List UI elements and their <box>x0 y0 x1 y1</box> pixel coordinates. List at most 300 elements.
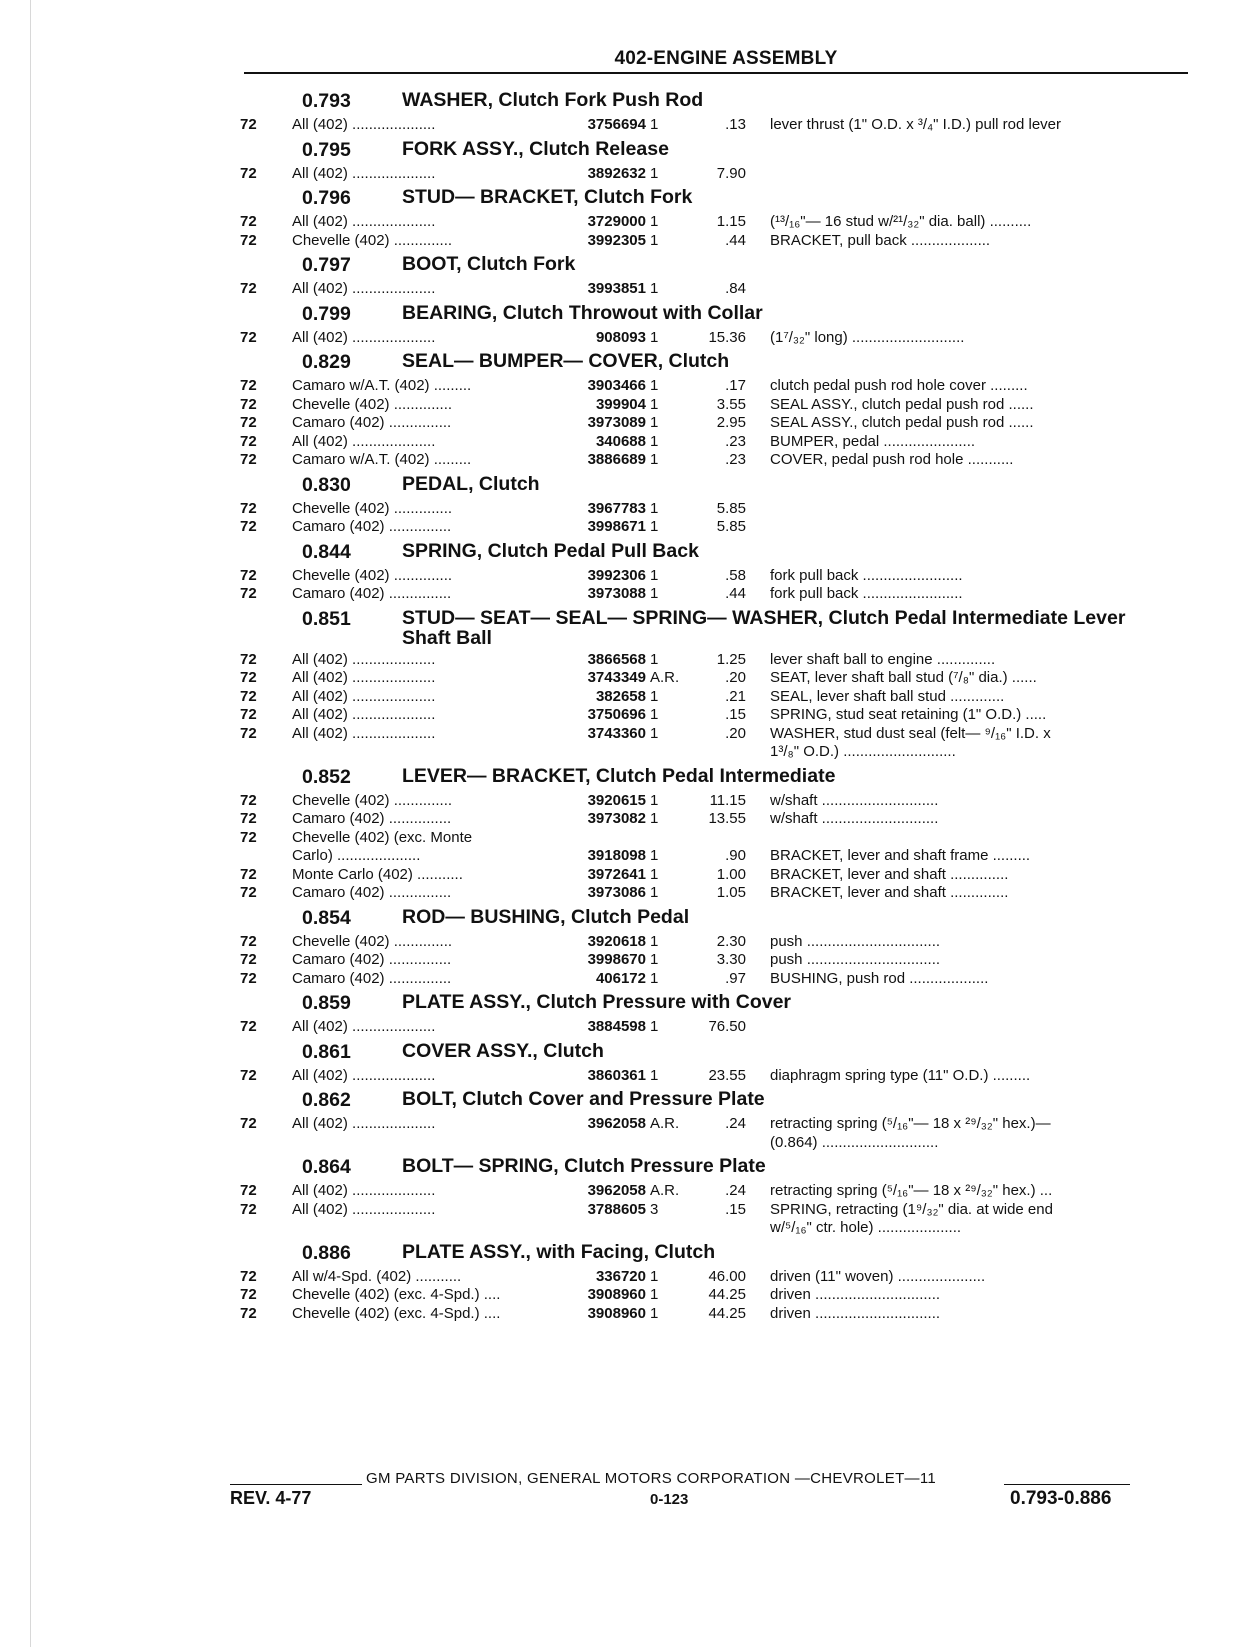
model-cell: All (402) .................... <box>292 116 436 133</box>
group-number: 0.862 <box>302 1089 351 1111</box>
part-number-cell: 3908960 <box>587 1304 646 1322</box>
description-cell: driven (11" woven) ..................... <box>770 1267 986 1285</box>
year-cell: 72 <box>240 432 257 450</box>
group-number: 0.852 <box>302 765 351 788</box>
quantity-cell: 1 <box>650 810 659 827</box>
table-row <box>240 451 1190 470</box>
price-cell: 15.36 <box>708 328 746 346</box>
part-number-cell: 399904 <box>595 395 646 413</box>
year-cell: 72 <box>240 280 257 297</box>
price-cell: .24 <box>725 1182 746 1199</box>
description-cell: fork pull back ........................ <box>770 585 963 602</box>
price-cell: .44 <box>725 231 746 249</box>
quantity-cell: 1 <box>650 706 659 723</box>
quantity-cell: 1 <box>650 951 659 968</box>
group-number: 0.829 <box>302 351 351 373</box>
part-group <box>240 254 1190 299</box>
table-row <box>240 1115 1190 1134</box>
binding-margin-line <box>30 0 31 1647</box>
model-cell: All (402) .................... <box>292 432 436 450</box>
year-cell: 72 <box>240 865 257 883</box>
footer-rule-left <box>230 1484 362 1485</box>
part-number-cell: 3743360 <box>587 724 646 742</box>
quantity-cell: 1 <box>650 865 659 883</box>
group-number: 0.844 <box>302 540 351 563</box>
group-header <box>240 1089 1190 1112</box>
model-cell: All (402) .................... <box>292 1066 436 1084</box>
quantity-cell: 1 <box>650 724 659 742</box>
year-cell: 72 <box>240 1267 257 1285</box>
group-header <box>240 303 1190 326</box>
model-cell: Camaro (402) ............... <box>292 951 452 968</box>
table-row <box>240 500 1190 519</box>
description-cell: SPRING, stud seat retaining (1" O.D.) ..... <box>770 706 1047 723</box>
quantity-cell: 1 <box>650 969 659 987</box>
group-title: PLATE ASSY., with Facing, Clutch <box>402 1240 716 1263</box>
quantity-cell: 1 <box>650 687 659 705</box>
description-cell: (0.864) ............................ <box>770 1133 939 1151</box>
part-number-cell: 3998670 <box>587 951 646 968</box>
table-row <box>240 1182 1190 1201</box>
quantity-cell: 1 <box>650 1304 659 1322</box>
group-header <box>240 1041 1190 1064</box>
price-cell: .15 <box>725 706 746 723</box>
description-cell: WASHER, stud dust seal (felt— ⁹/₁₆" I.D. x <box>770 724 1051 742</box>
part-group <box>240 303 1190 348</box>
price-cell: .97 <box>725 969 746 987</box>
table-row <box>240 933 1190 952</box>
model-cell: All (402) .................... <box>292 328 436 346</box>
model-cell: Chevelle (402) .............. <box>292 566 453 584</box>
table-row <box>240 1067 1190 1086</box>
part-group <box>240 351 1190 470</box>
footer-page-number: 0-123 <box>650 1491 689 1508</box>
year-cell: 72 <box>240 706 257 723</box>
description-cell: push ................................ <box>770 951 941 968</box>
price-cell: 2.95 <box>716 414 746 431</box>
part-number-cell: 3866568 <box>587 650 646 668</box>
model-cell: All (402) .................... <box>292 724 436 742</box>
year-cell: 72 <box>240 669 257 686</box>
quantity-cell: 1 <box>650 518 659 535</box>
table-row <box>240 232 1190 251</box>
group-title: WASHER, Clutch Fork Push Rod <box>402 89 704 111</box>
year-cell: 72 <box>240 1182 257 1199</box>
quantity-cell: 1 <box>650 328 659 346</box>
group-number: 0.793 <box>302 90 351 112</box>
price-cell: .20 <box>725 669 746 686</box>
description-cell: (1⁷/₃₂" long) ........................... <box>770 328 965 346</box>
model-cell: All (402) .................... <box>292 1115 436 1132</box>
description-cell: driven .............................. <box>770 1286 941 1303</box>
footer-publisher: GM PARTS DIVISION, GENERAL MOTORS CORPORATION —CHEVROLET—11 <box>366 1470 937 1487</box>
group-title: BOLT, Clutch Cover and Pressure Plate <box>402 1088 765 1110</box>
price-cell: 2.30 <box>716 932 746 950</box>
group-title: BOLT— SPRING, Clutch Pressure Plate <box>402 1155 766 1177</box>
part-number-cell: 3860361 <box>587 1066 646 1084</box>
group-title: COVER ASSY., Clutch <box>402 1039 604 1062</box>
part-number-cell: 3743349 <box>587 669 646 686</box>
model-cell: Camaro w/A.T. (402) ......... <box>292 451 472 468</box>
group-number: 0.799 <box>302 302 351 325</box>
table-row <box>240 810 1190 829</box>
table-row <box>240 329 1190 348</box>
table-row <box>240 866 1190 885</box>
year-cell: 72 <box>240 810 257 827</box>
price-cell: 3.55 <box>716 395 746 413</box>
year-cell: 72 <box>240 377 257 394</box>
part-group <box>240 608 1190 762</box>
description-cell: SEAT, lever shaft ball stud (⁷/₈" dia.) ...... <box>770 669 1037 686</box>
price-cell: .90 <box>725 847 746 864</box>
year-cell: 72 <box>240 566 257 584</box>
part-group <box>240 992 1190 1037</box>
quantity-cell: 1 <box>650 377 659 394</box>
group-number: 0.830 <box>302 473 351 496</box>
year-cell: 72 <box>240 414 257 431</box>
part-group <box>240 139 1190 184</box>
quantity-cell: 1 <box>650 414 659 431</box>
part-group <box>240 1242 1190 1324</box>
year-cell: 72 <box>240 1304 257 1322</box>
part-group <box>240 907 1190 989</box>
part-number-cell: 3756694 <box>587 116 646 133</box>
price-cell: .23 <box>725 451 746 468</box>
table-row <box>240 1305 1190 1324</box>
title-rule <box>244 72 1188 74</box>
group-number: 0.796 <box>302 187 351 209</box>
price-cell: 1.00 <box>716 865 746 883</box>
quantity-cell: 1 <box>650 566 659 584</box>
group-title: ROD— BUSHING, Clutch Pedal <box>402 905 690 928</box>
part-number-cell: 336720 <box>595 1267 646 1285</box>
description-cell: w/shaft ............................ <box>770 791 939 809</box>
part-number-cell: 3998671 <box>587 518 646 535</box>
table-row <box>240 792 1190 811</box>
quantity-cell: 1 <box>650 499 659 517</box>
group-header <box>240 1242 1190 1265</box>
model-cell: Camaro (402) ............... <box>292 518 452 535</box>
group-title: STUD— SEAT— SEAL— SPRING— WASHER, Clutch Pedal Intermediate Lever Shaft Ball <box>402 606 1126 649</box>
group-header <box>240 907 1190 930</box>
table-row <box>240 1268 1190 1287</box>
year-cell: 72 <box>240 687 257 705</box>
description-cell: lever thrust (1" O.D. x ³/₄" I.D.) pull rod lever <box>770 116 1062 133</box>
table-row <box>240 725 1190 744</box>
description-cell: diaphragm spring type (11" O.D.) ......... <box>770 1066 1031 1084</box>
model-cell: Camaro (402) ............... <box>292 585 452 602</box>
model-cell: Chevelle (402) .............. <box>292 791 453 809</box>
year-cell: 72 <box>240 724 257 742</box>
part-number-cell: 3903466 <box>587 377 646 394</box>
description-cell: SEAL ASSY., clutch pedal push rod ...... <box>770 395 1034 413</box>
table-row <box>240 743 1190 762</box>
part-number-cell: 3973082 <box>587 810 646 827</box>
group-header <box>240 474 1190 497</box>
description-cell: BRACKET, lever and shaft .............. <box>770 865 1009 883</box>
part-number-cell: 3920615 <box>587 791 646 809</box>
table-row <box>240 706 1190 725</box>
group-header <box>240 351 1190 374</box>
group-number: 0.795 <box>302 138 351 161</box>
part-number-cell: 382658 <box>595 687 646 705</box>
group-title: STUD— BRACKET, Clutch Fork <box>402 186 693 208</box>
description-cell: w/shaft ............................ <box>770 810 939 827</box>
year-cell: 72 <box>240 969 257 987</box>
quantity-cell: 1 <box>650 1267 659 1285</box>
model-cell: Chevelle (402) .............. <box>292 231 453 249</box>
description-cell: retracting spring (⁵/₁₆"— 18 x ²⁹/₃₂" hex.)— <box>770 1115 1051 1132</box>
model-cell: Chevelle (402) .............. <box>292 932 453 950</box>
model-cell: Camaro (402) ............... <box>292 884 452 901</box>
year-cell: 72 <box>240 650 257 668</box>
group-title: BOOT, Clutch Fork <box>402 253 576 275</box>
part-group <box>240 1041 1190 1086</box>
year-cell: 72 <box>240 164 257 182</box>
table-row <box>240 585 1190 604</box>
price-cell: 13.55 <box>708 810 746 827</box>
quantity-cell: 1 <box>650 213 659 230</box>
quantity-cell: 1 <box>650 650 659 668</box>
table-row <box>240 1219 1190 1238</box>
group-header <box>240 992 1190 1015</box>
footer-range: 0.793-0.886 <box>1010 1488 1112 1509</box>
year-cell: 72 <box>240 213 257 230</box>
table-row <box>240 165 1190 184</box>
part-group <box>240 541 1190 604</box>
part-group <box>240 90 1190 135</box>
table-row <box>240 1286 1190 1305</box>
part-number-cell: 3750696 <box>587 706 646 723</box>
year-cell: 72 <box>240 499 257 517</box>
group-number: 0.861 <box>302 1040 351 1063</box>
group-title: LEVER— BRACKET, Clutch Pedal Intermediate <box>402 764 836 787</box>
part-number-cell: 3884598 <box>587 1018 646 1035</box>
group-title: BEARING, Clutch Throwout with Collar <box>402 301 763 324</box>
group-number: 0.886 <box>302 1241 351 1264</box>
year-cell: 72 <box>240 1018 257 1035</box>
price-cell: .13 <box>725 116 746 133</box>
quantity-cell: 1 <box>650 1066 659 1084</box>
table-row <box>240 213 1190 232</box>
group-header <box>240 254 1190 277</box>
part-number-cell: 3920618 <box>587 932 646 950</box>
part-group <box>240 766 1190 903</box>
price-cell: 3.30 <box>716 951 746 968</box>
parts-list <box>240 86 1190 1323</box>
description-cell: fork pull back ........................ <box>770 566 963 584</box>
price-cell: .21 <box>725 687 746 705</box>
price-cell: 5.85 <box>716 499 746 517</box>
model-cell: All (402) .................... <box>292 164 436 182</box>
model-cell: Camaro (402) ............... <box>292 414 452 431</box>
table-row <box>240 829 1190 848</box>
price-cell: .15 <box>725 1200 746 1218</box>
year-cell: 72 <box>240 884 257 901</box>
page-title: 402-ENGINE ASSEMBLY <box>614 48 838 69</box>
model-cell: Camaro w/A.T. (402) ......... <box>292 377 472 394</box>
group-title: SEAL— BUMPER— COVER, Clutch <box>402 350 730 372</box>
description-cell: BUMPER, pedal ...................... <box>770 432 976 450</box>
quantity-cell: 1 <box>650 585 659 602</box>
group-number: 0.864 <box>302 1156 351 1178</box>
part-number-cell: 3973089 <box>587 414 646 431</box>
table-row <box>240 688 1190 707</box>
table-row <box>240 116 1190 135</box>
group-header <box>240 541 1190 564</box>
price-cell: 7.90 <box>716 164 746 182</box>
model-cell: Chevelle (402) (exc. Monte <box>292 828 473 846</box>
description-cell: SEAL, lever shaft ball stud ............. <box>770 687 1005 705</box>
part-group <box>240 1089 1190 1152</box>
description-cell: BRACKET, pull back ................... <box>770 231 991 249</box>
model-cell: Camaro (402) ............... <box>292 969 452 987</box>
year-cell: 72 <box>240 828 257 846</box>
model-cell: All (402) .................... <box>292 650 436 668</box>
price-cell: .23 <box>725 432 746 450</box>
table-row <box>240 884 1190 903</box>
part-group <box>240 187 1190 250</box>
group-number: 0.854 <box>302 906 351 929</box>
part-number-cell: 3886689 <box>587 451 646 468</box>
quantity-cell: 1 <box>650 395 659 413</box>
group-number: 0.797 <box>302 254 351 276</box>
price-cell: .84 <box>725 280 746 297</box>
description-cell: BUSHING, push rod ................... <box>770 969 989 987</box>
part-number-cell: 3973088 <box>587 585 646 602</box>
year-cell: 72 <box>240 518 257 535</box>
group-title: PLATE ASSY., Clutch Pressure with Cover <box>402 991 792 1013</box>
year-cell: 72 <box>240 1200 257 1218</box>
model-cell: All (402) .................... <box>292 706 436 723</box>
model-cell: All (402) .................... <box>292 1200 436 1218</box>
part-number-cell: 340688 <box>595 432 646 450</box>
description-cell: retracting spring (⁵/₁₆"— 18 x ²⁹/₃₂" hex.) ... <box>770 1182 1053 1199</box>
price-cell: .44 <box>725 585 746 602</box>
quantity-cell: 1 <box>650 164 659 182</box>
model-cell: Chevelle (402) (exc. 4-Spd.) .... <box>292 1304 501 1322</box>
part-group <box>240 1156 1190 1238</box>
table-row <box>240 951 1190 970</box>
model-cell: All (402) .................... <box>292 280 436 297</box>
part-number-cell: 3962058 <box>587 1182 646 1199</box>
part-number-cell: 3993851 <box>587 280 646 297</box>
description-cell: w/⁵/₁₆" ctr. hole) .................... <box>770 1219 962 1236</box>
part-group <box>240 474 1190 537</box>
model-cell: Chevelle (402) .............. <box>292 499 453 517</box>
quantity-cell: A.R. <box>650 1182 680 1199</box>
description-cell: SPRING, retracting (1⁹/₃₂" dia. at wide end <box>770 1200 1053 1218</box>
year-cell: 72 <box>240 231 257 249</box>
price-cell: 1.05 <box>716 884 746 901</box>
model-cell: Monte Carlo (402) ........... <box>292 865 463 883</box>
description-cell: lever shaft ball to engine .............. <box>770 650 996 668</box>
price-cell: 44.25 <box>708 1286 746 1303</box>
model-cell: All (402) .................... <box>292 1182 436 1199</box>
year-cell: 72 <box>240 1115 257 1132</box>
description-cell: COVER, pedal push rod hole ........... <box>770 451 1014 468</box>
quantity-cell: 1 <box>650 1286 659 1303</box>
price-cell: .20 <box>725 724 746 742</box>
price-cell: 1.15 <box>716 213 746 230</box>
quantity-cell: 1 <box>650 116 659 133</box>
part-number-cell: 3967783 <box>587 499 646 517</box>
price-cell: .58 <box>725 566 746 584</box>
group-number: 0.851 <box>302 607 351 630</box>
table-row <box>240 847 1190 866</box>
model-cell: Camaro (402) ............... <box>292 810 452 827</box>
table-row <box>240 1134 1190 1153</box>
table-row <box>240 1018 1190 1037</box>
quantity-cell: 1 <box>650 280 659 297</box>
group-header <box>240 90 1190 113</box>
year-cell: 72 <box>240 1286 257 1303</box>
year-cell: 72 <box>240 791 257 809</box>
footer-rule-right <box>1004 1484 1130 1485</box>
price-cell: 11.15 <box>709 791 746 809</box>
model-cell: All (402) .................... <box>292 213 436 230</box>
quantity-cell: 1 <box>650 884 659 901</box>
quantity-cell: 1 <box>650 847 659 864</box>
part-number-cell: 3992306 <box>587 566 646 584</box>
description-cell: SEAL ASSY., clutch pedal push rod ...... <box>770 414 1034 431</box>
table-row <box>240 414 1190 433</box>
part-number-cell: 3972641 <box>587 865 646 883</box>
part-number-cell: 908093 <box>595 328 646 346</box>
group-title: PEDAL, Clutch <box>402 472 540 495</box>
price-cell: 5.85 <box>716 518 746 535</box>
model-cell: Chevelle (402) (exc. 4-Spd.) .... <box>292 1286 501 1303</box>
description-cell: (¹³/₁₆"— 16 stud w/²¹/₃₂" dia. ball) .......... <box>770 213 1032 230</box>
quantity-cell: 1 <box>650 231 659 249</box>
footer-revision: REV. 4-77 <box>230 1488 312 1508</box>
part-number-cell: 3892632 <box>587 164 646 182</box>
part-number-cell: 3962058 <box>587 1115 646 1132</box>
group-header <box>240 187 1190 210</box>
part-number-cell: 3729000 <box>587 213 646 230</box>
group-header <box>240 766 1190 789</box>
table-row <box>240 669 1190 688</box>
year-cell: 72 <box>240 395 257 413</box>
model-cell: All (402) .................... <box>292 687 436 705</box>
part-number-cell: 406172 <box>595 969 646 987</box>
description-cell: 1³/₈" O.D.) ........................... <box>770 743 956 760</box>
price-cell: 23.55 <box>708 1066 746 1084</box>
price-cell: .24 <box>725 1115 746 1132</box>
year-cell: 72 <box>240 951 257 968</box>
price-cell: .17 <box>725 377 746 394</box>
group-header <box>240 1156 1190 1179</box>
part-number-cell: 3908960 <box>587 1286 646 1303</box>
quantity-cell: 1 <box>650 791 659 809</box>
year-cell: 72 <box>240 328 257 346</box>
part-number-cell: 3973086 <box>587 884 646 901</box>
year-cell: 72 <box>240 1066 257 1084</box>
quantity-cell: 3 <box>650 1200 659 1218</box>
part-number-cell: 3992305 <box>587 231 646 249</box>
model-cell: All (402) .................... <box>292 669 436 686</box>
table-row <box>240 433 1190 452</box>
table-row <box>240 280 1190 299</box>
group-title: FORK ASSY., Clutch Release <box>402 137 669 160</box>
model-cell: All w/4-Spd. (402) ........... <box>292 1267 462 1285</box>
table-row <box>240 567 1190 586</box>
price-cell: 1.25 <box>716 650 746 668</box>
model-cell: All (402) .................... <box>292 1018 436 1035</box>
group-header <box>240 608 1190 648</box>
description-cell: driven .............................. <box>770 1304 941 1322</box>
group-header <box>240 139 1190 162</box>
